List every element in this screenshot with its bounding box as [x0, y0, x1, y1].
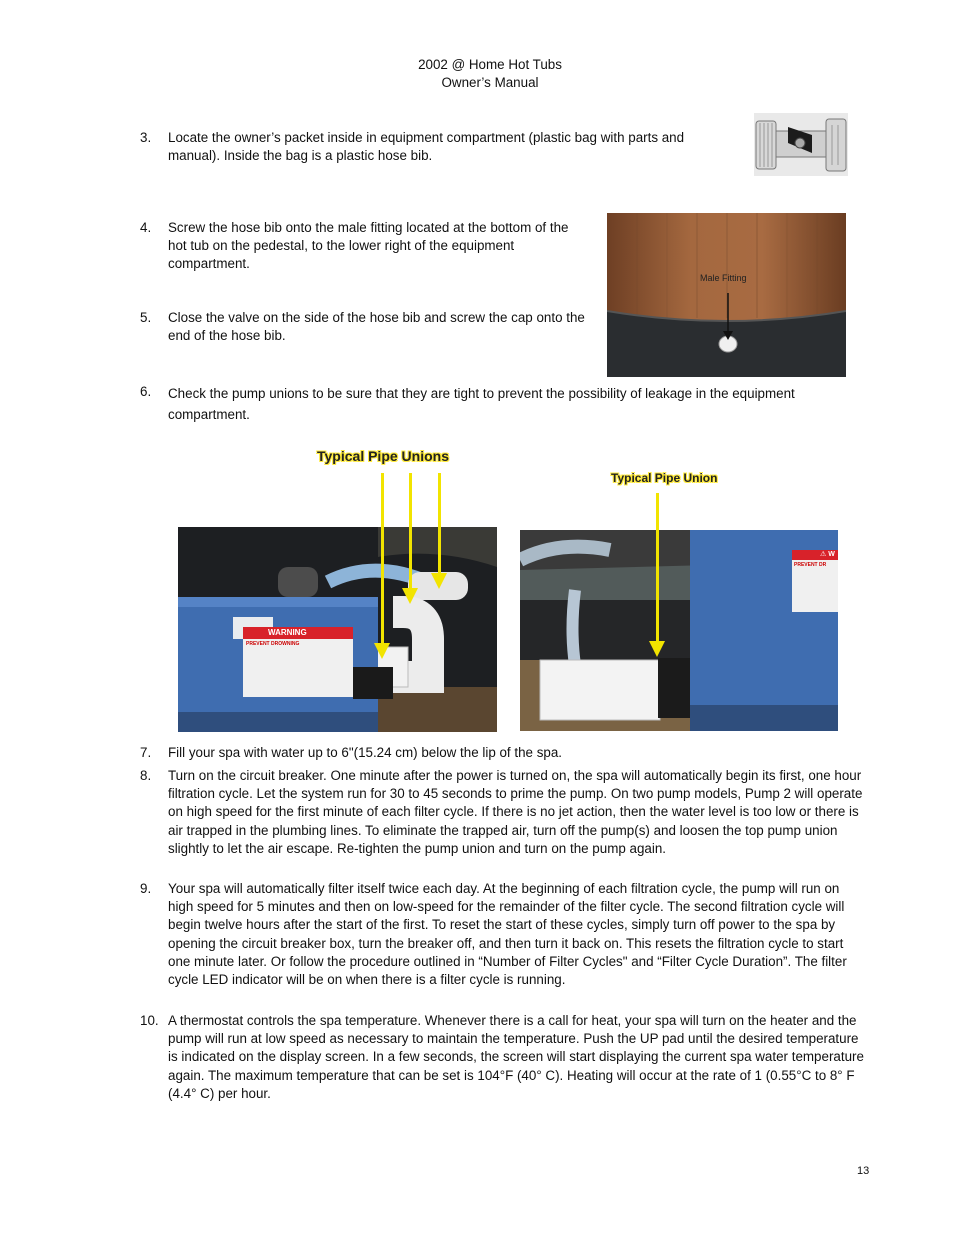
step-text: Screw the hose bib onto the male fitting located at the bottom of the hot tub on the pedestal, to the lower right of the equipment compartment. — [168, 220, 569, 272]
step-number: 4. — [140, 220, 152, 235]
step-text: Close the valve on the side of the hose bib and screw the cap onto the end of the hose bib. — [168, 310, 585, 344]
warning-label-right: ⚠ W — [820, 551, 835, 558]
step-number: 9. — [140, 881, 152, 896]
union-arrow-3-head — [431, 573, 447, 589]
union-arrow-right — [656, 493, 659, 643]
union-arrow-3 — [438, 473, 441, 573]
page-number: 13 — [857, 1165, 870, 1177]
prevent-label-right: PREVENT DR — [794, 562, 827, 568]
union-arrow-2 — [409, 473, 412, 588]
step-text: Turn on the circuit breaker. One minute after the power is turned on, the spa will automatically begin its first, one hour filtration cycle. Let the system run for 30 to 45 seconds to prime the pump. On two pump models, Pump 2 will operate on high speed for the first minute of each filter cycle. If there is no jet action, then the water level is too low or there is air trapped in the plumbing lines. To eliminate the trapped air, turn off the pump(s) and loosen the top pump union slightly to let the air escape. Re-tighten the pump union and turn on the pump again. — [168, 768, 863, 856]
typical-pipe-union-label: Typical Pipe Union — [611, 471, 718, 485]
step-number: 7. — [140, 745, 152, 760]
hose-bib-photo — [754, 113, 848, 176]
male-fitting-photo — [607, 213, 846, 377]
header-subtitle: Owner’s Manual — [441, 75, 539, 90]
male-fitting-label: Male Fitting — [700, 273, 747, 283]
pump-unions-photo — [178, 527, 497, 732]
union-arrow-1-head — [374, 643, 390, 659]
step-text: Your spa will automatically filter itself twice each day. At the beginning of each filtration cycle, the pump will run on high speed for 5 minutes and then on low-speed for the remainder of the filter cycle. The second filtration cycle will begin twelve hours after the start of the first. To reset the start of these cycles, simply turn off power to the spa by opening the circuit breaker box, turn the breaker off, and then turn it back on. This resets the filtration cycle to start one minute later. Or follow the procedure outlined in “Number of Filter Cycles" and “Filter Cycle Duration”. The filter cycle LED indicator will be on when there is a filter cycle is running. — [168, 881, 847, 988]
step-number: 10. — [140, 1013, 159, 1028]
step-number: 8. — [140, 768, 152, 783]
union-arrow-1 — [381, 473, 384, 643]
union-arrow-2-head — [402, 588, 418, 604]
header-title: 2002 @ Home Hot Tubs — [418, 57, 562, 72]
step-text: A thermostat controls the spa temperature. Whenever there is a call for heat, your spa will turn on the heater and the pump will run at low speed as necessary to maintain the temperature. Push the UP pad until the desired temperature is indicated on the display screen. In a few seconds, the screen will start displaying the current spa water temperature again. The maximum temperature that can be set is 104°F (40° C). Heating will occur at the rate of 1 (0.55°C to 8° F (4.4° C) per hour. — [168, 1013, 864, 1101]
step-text: Fill your spa with water up to 6"(15.24 cm) below the lip of the spa. — [168, 745, 563, 760]
warning-label: WARNING — [268, 628, 307, 637]
pump-union-photo — [520, 530, 838, 731]
prevent-drowning-label: PREVENT DROWNING — [246, 641, 300, 647]
step-number: 3. — [140, 130, 152, 145]
step-text: Check the pump unions to be sure that they are tight to prevent the possibility of leakage in the equipment compartment. — [168, 386, 795, 422]
step-number: 5. — [140, 310, 152, 325]
union-arrow-right-head — [649, 641, 665, 657]
step-number: 6. — [140, 384, 152, 399]
typical-pipe-unions-label: Typical Pipe Unions — [317, 448, 449, 464]
step-text: Locate the owner’s packet inside in equipment compartment (plastic bag with parts and manual). Inside the bag is a plastic hose bib. — [168, 130, 685, 164]
